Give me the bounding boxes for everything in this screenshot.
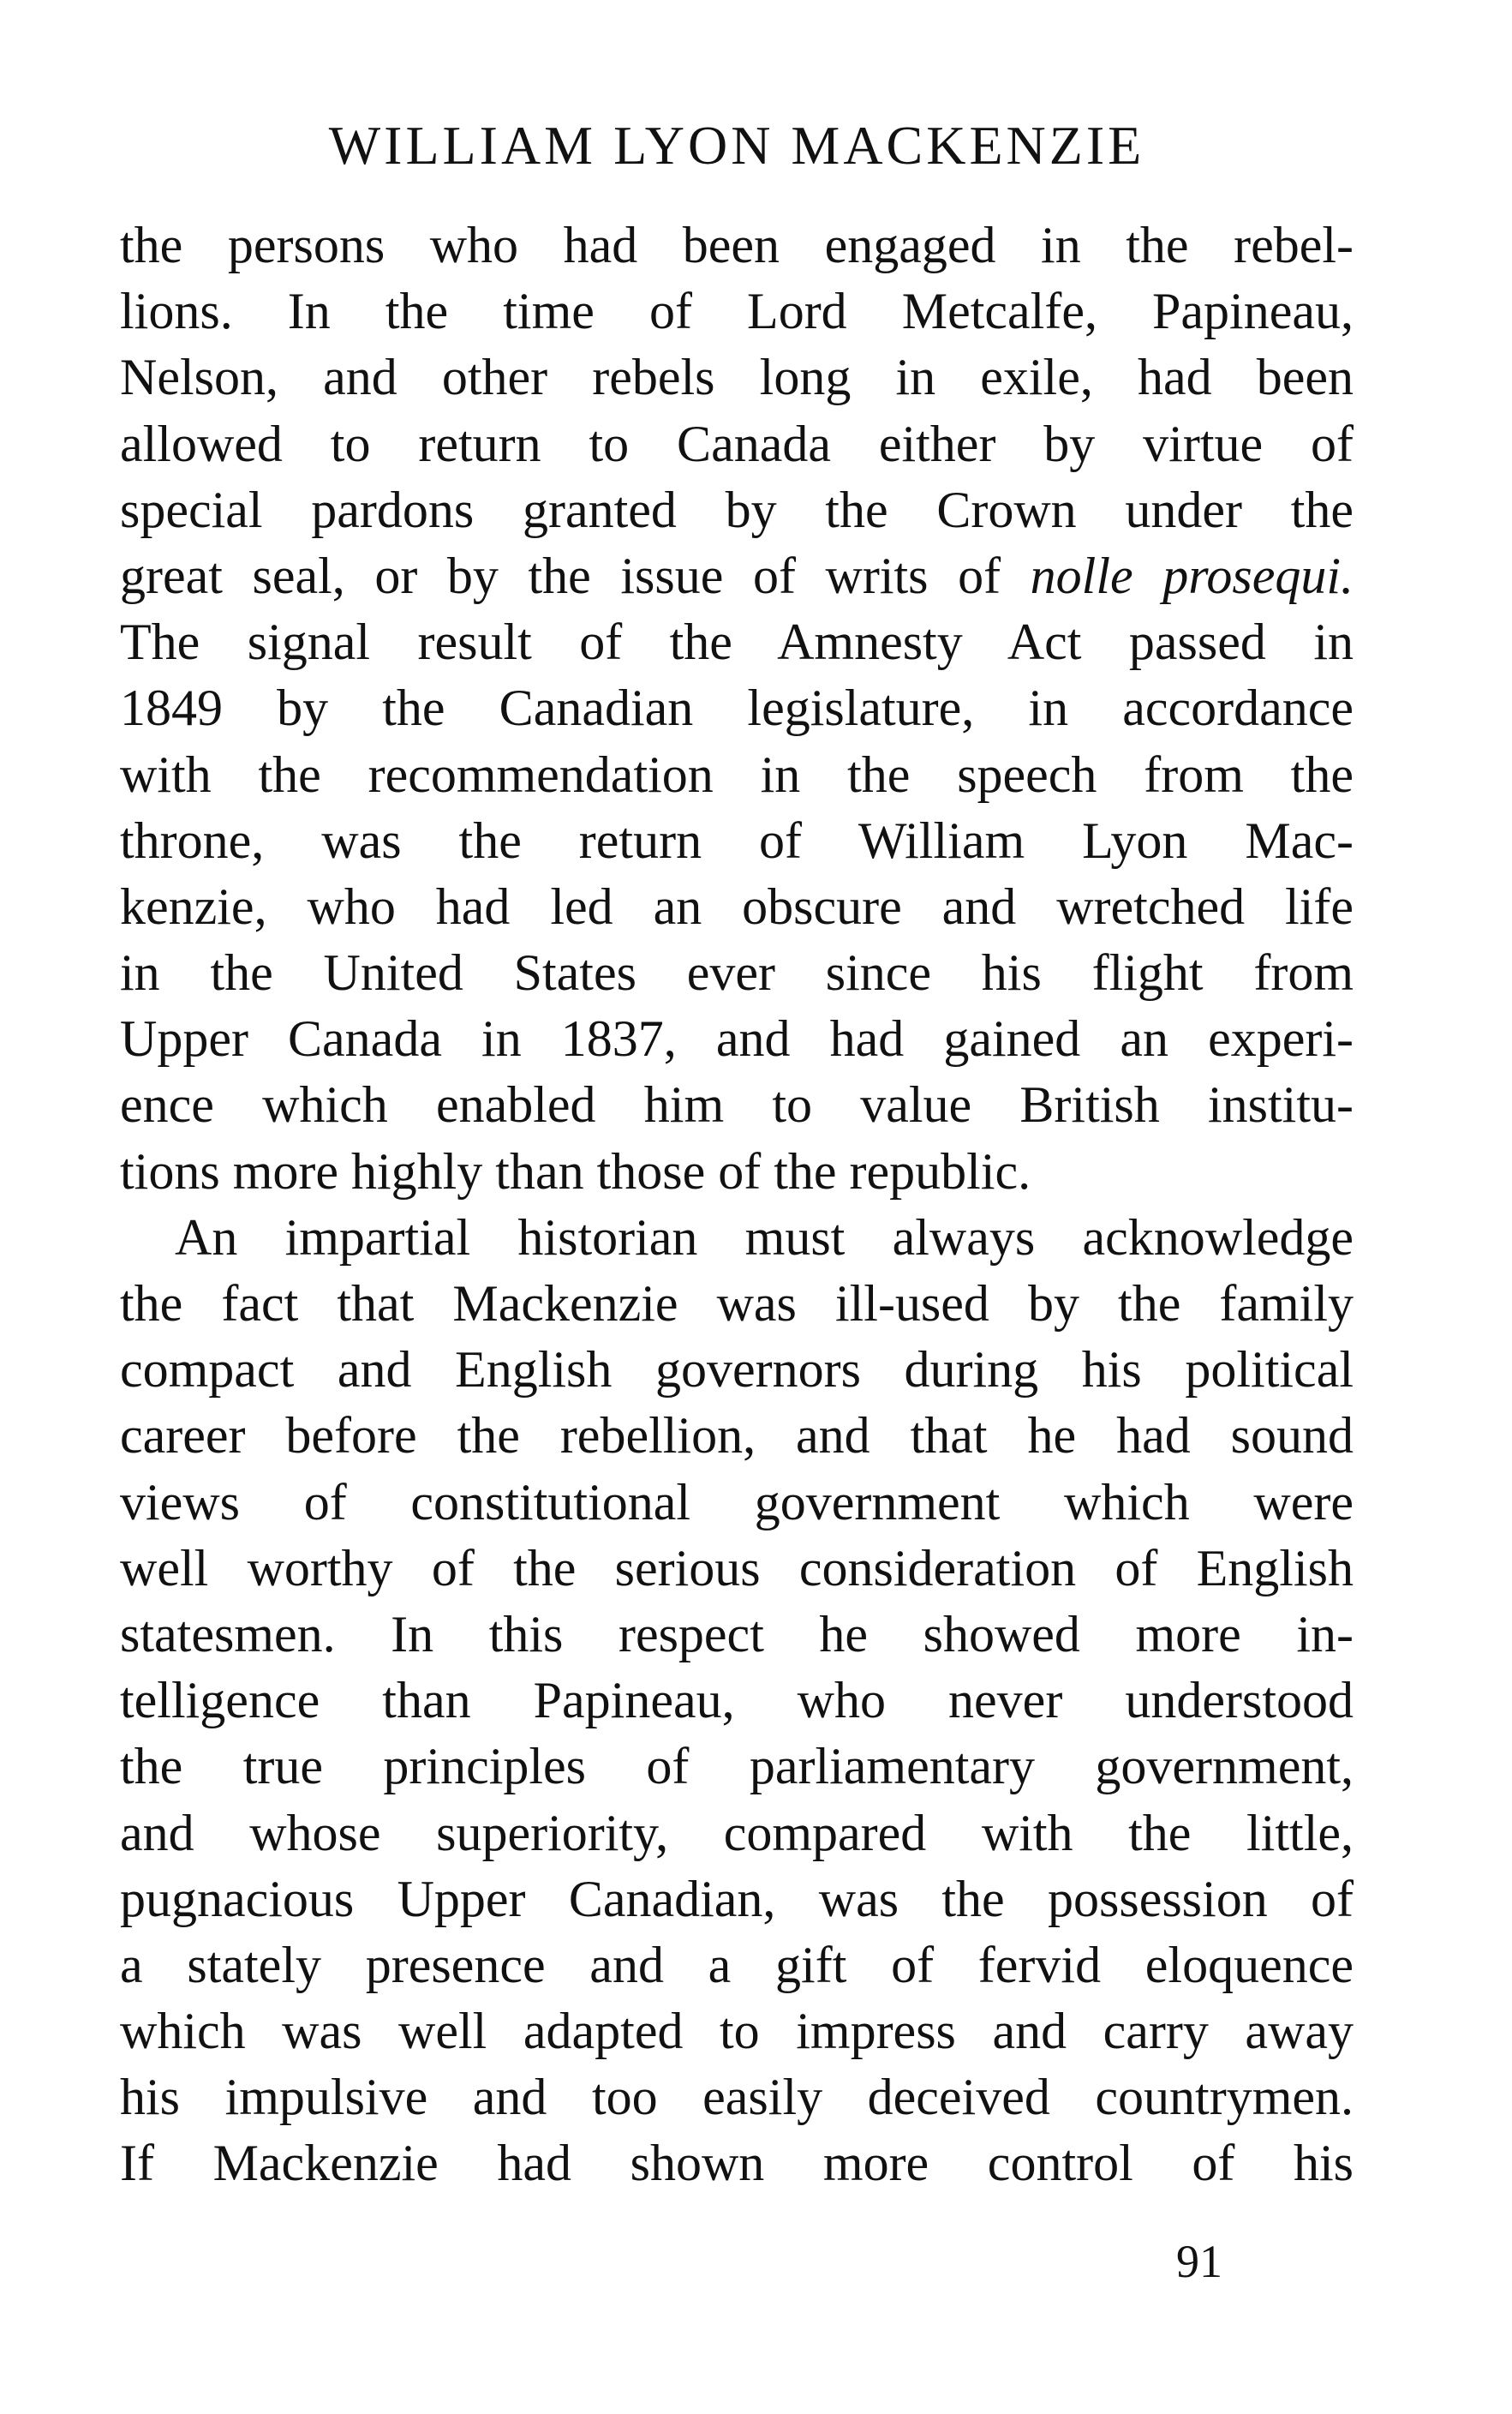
text-line: statesmen. In this respect he showed more in- (120, 1605, 1354, 1662)
text-line: a stately presence and a gift of fervid eloquence (120, 1936, 1354, 1993)
text-line: Upper Canada in 1837, and had gained an experi- (120, 1010, 1354, 1068)
text-line: ence which enabled him to value British institu- (120, 1076, 1354, 1134)
text-line: in the United States ever since his flight from (120, 944, 1354, 1002)
text-line: with the recommendation in the speech from the (120, 746, 1354, 803)
text-segment: great seal, or by the issue of writs of (120, 547, 1031, 604)
text-line: telligence than Papineau, who never understood (120, 1672, 1354, 1729)
text-line: lions. In the time of Lord Metcalfe, Papineau, (120, 283, 1354, 340)
text-line: allowed to return to Canada either by virtue of (120, 415, 1354, 472)
text-line: An impartial historian must always acknowledge (175, 1208, 1354, 1266)
text-line: compact and English governors during his political (120, 1341, 1354, 1399)
text-line: throne, was the return of William Lyon Mac- (120, 812, 1354, 869)
text-line: pugnacious Upper Canadian, was the possession of (120, 1870, 1354, 1927)
text-line: well worthy of the serious consideration of English (120, 1539, 1354, 1596)
text-line: special pardons granted by the Crown under the (120, 481, 1354, 538)
text-line: career before the rebellion, and that he had sound (120, 1407, 1354, 1465)
text-line: If Mackenzie had shown more control of his (120, 2135, 1354, 2192)
text-line: tions more highly than those of the republic. (120, 1142, 1031, 1200)
text-line: views of constitutional government which were (120, 1473, 1354, 1530)
page-number: 91 (1176, 2236, 1222, 2287)
text-line: 1849 by the Canadian legislature, in accordance (120, 680, 1354, 737)
book-page (120, 0, 1354, 2414)
text-line: the fact that Mackenzie was ill-used by the family (120, 1275, 1354, 1332)
text-line: the true principles of parliamentary government, (120, 1738, 1354, 1795)
text-line (120, 543, 1354, 609)
text-line: Nelson, and other rebels long in exile, had been (120, 349, 1354, 406)
body-text (120, 213, 1354, 2197)
italic-phrase: nolle prosequi. (1030, 547, 1354, 604)
text-line: and whose superiority, compared with the little, (120, 1804, 1354, 1861)
text-line: The signal result of the Amnesty Act passed in (120, 614, 1354, 671)
text-line: which was well adapted to impress and carry away (120, 2003, 1354, 2060)
text-line: kenzie, who had led an obscure and wretched life (120, 878, 1354, 935)
text-line: the persons who had been engaged in the rebel- (120, 217, 1354, 273)
text-line: his impulsive and too easily deceived countrymen. (120, 2069, 1354, 2126)
running-title: WILLIAM LYON MACKENZIE (328, 115, 1145, 176)
